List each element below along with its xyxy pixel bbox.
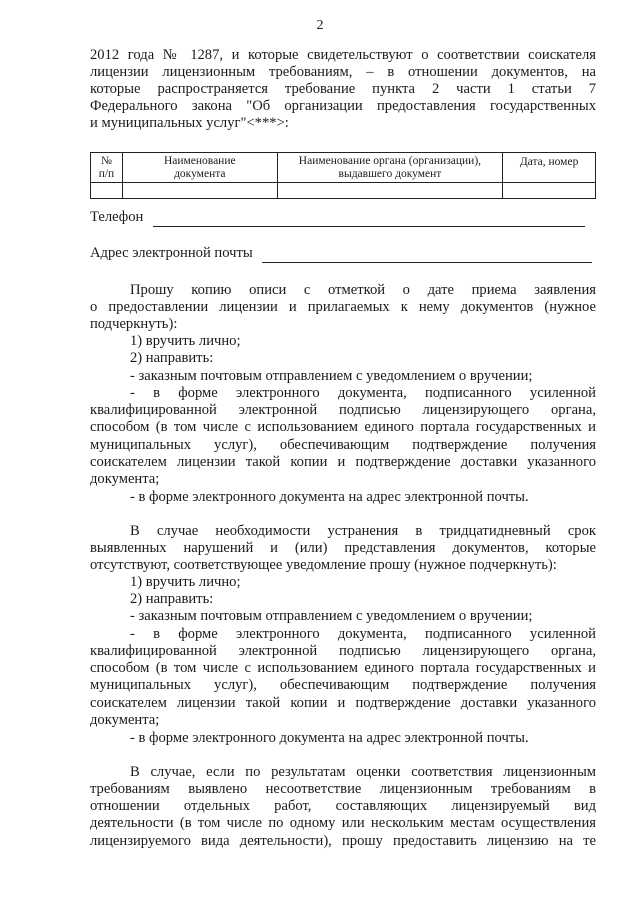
option-hand-deliver: 1) вручить лично; bbox=[130, 333, 241, 349]
option-electronic: - в форме электронного документа, подписанного усиленной bbox=[130, 385, 596, 401]
header-issuing-organ: Наименование органа (организации), выдавшего документ bbox=[277, 153, 503, 183]
intro-line: Федерального закона "Об организации предоставления государственных bbox=[90, 98, 596, 114]
header-document-name: Наименование документа bbox=[122, 153, 277, 183]
email-field[interactable] bbox=[262, 262, 592, 263]
table-header-row bbox=[91, 153, 596, 183]
paragraph-line: способом (в том числе с использованием единого портала государственных и bbox=[90, 660, 596, 676]
option-electronic: - в форме электронного документа, подписанного усиленной bbox=[130, 626, 596, 642]
table-cell[interactable] bbox=[91, 183, 123, 199]
paragraph-line: В случае необходимости устранения в тридцатидневный срок bbox=[130, 523, 596, 539]
table-cell[interactable] bbox=[503, 183, 596, 199]
table-cell[interactable] bbox=[277, 183, 503, 199]
option-send: 2) направить: bbox=[130, 591, 214, 607]
paragraph-line: требованиям выявлено несоответствие лицензионным требованиям в bbox=[90, 781, 596, 797]
option-email: - в форме электронного документа на адрес электронной почты. bbox=[130, 730, 529, 746]
intro-line: и муниципальных услуг"<***>: bbox=[90, 115, 289, 131]
table-cell[interactable] bbox=[122, 183, 277, 199]
paragraph-line: способом (в том числе с использованием единого портала государственных и bbox=[90, 419, 596, 435]
paragraph-line: лицензируемого вида деятельности), прошу предоставить лицензию на те bbox=[90, 833, 596, 849]
table-row[interactable] bbox=[91, 183, 596, 199]
paragraph-line: деятельности (в том числе по одному или нескольким местам осуществления bbox=[90, 815, 596, 831]
paragraph-line: В случае, если по результатам оценки соответствия лицензионным bbox=[130, 764, 596, 780]
paragraph-line: отсутствуют, соответствующее уведомление прошу (нужное подчеркнуть): bbox=[90, 557, 557, 573]
paragraph-line: соискателем лицензии такой копии и подтверждение доставки указанного bbox=[90, 695, 596, 711]
option-hand-deliver: 1) вручить лично; bbox=[130, 574, 241, 590]
intro-line: которые распространяется требование пункта 2 части 1 статьи 7 bbox=[90, 81, 596, 97]
documents-table bbox=[90, 152, 596, 199]
paragraph-line: муниципальных услуг), обеспечивающим подтверждение получения bbox=[90, 677, 596, 693]
phone-label: Телефон bbox=[90, 209, 144, 225]
option-registered-mail: - заказным почтовым отправлением с уведомлением о вручении; bbox=[130, 608, 533, 624]
paragraph-line: соискателем лицензии такой копии и подтверждение доставки указанного bbox=[90, 454, 596, 470]
option-send: 2) направить: bbox=[130, 350, 214, 366]
header-number: № п/п bbox=[91, 153, 123, 183]
paragraph-line: документа; bbox=[90, 712, 160, 728]
email-label: Адрес электронной почты bbox=[90, 245, 253, 261]
page-number: 2 bbox=[316, 18, 324, 33]
intro-line: 2012 года № 1287, и которые свидетельствуют о соответствии соискателя bbox=[90, 47, 596, 63]
paragraph-line: документа; bbox=[90, 471, 160, 487]
paragraph-line: подчеркнуть): bbox=[90, 316, 178, 332]
paragraph-line: квалифицированной электронной подписью лицензирующего органа, bbox=[90, 643, 596, 659]
paragraph-line: муниципальных услуг), обеспечивающим подтверждение получения bbox=[90, 437, 596, 453]
header-date-number: Дата, номер bbox=[503, 153, 596, 183]
paragraph-line: квалифицированной электронной подписью лицензирующего органа, bbox=[90, 402, 596, 418]
option-registered-mail: - заказным почтовым отправлением с уведомлением о вручении; bbox=[130, 368, 533, 384]
intro-line: лицензии лицензионным требованиям, – в отношении документов, на bbox=[90, 64, 596, 80]
paragraph-line: выявленных нарушений и (или) представления документов, которые bbox=[90, 540, 596, 556]
paragraph-line: Прошу копию описи с отметкой о дате приема заявления bbox=[130, 282, 596, 298]
paragraph-line: о предоставлении лицензии и прилагаемых к нему документов (нужное bbox=[90, 299, 596, 315]
option-email: - в форме электронного документа на адрес электронной почты. bbox=[130, 489, 529, 505]
paragraph-line: отношении отдельных работ, составляющих лицензируемый вид bbox=[90, 798, 596, 814]
phone-field[interactable] bbox=[153, 226, 585, 227]
